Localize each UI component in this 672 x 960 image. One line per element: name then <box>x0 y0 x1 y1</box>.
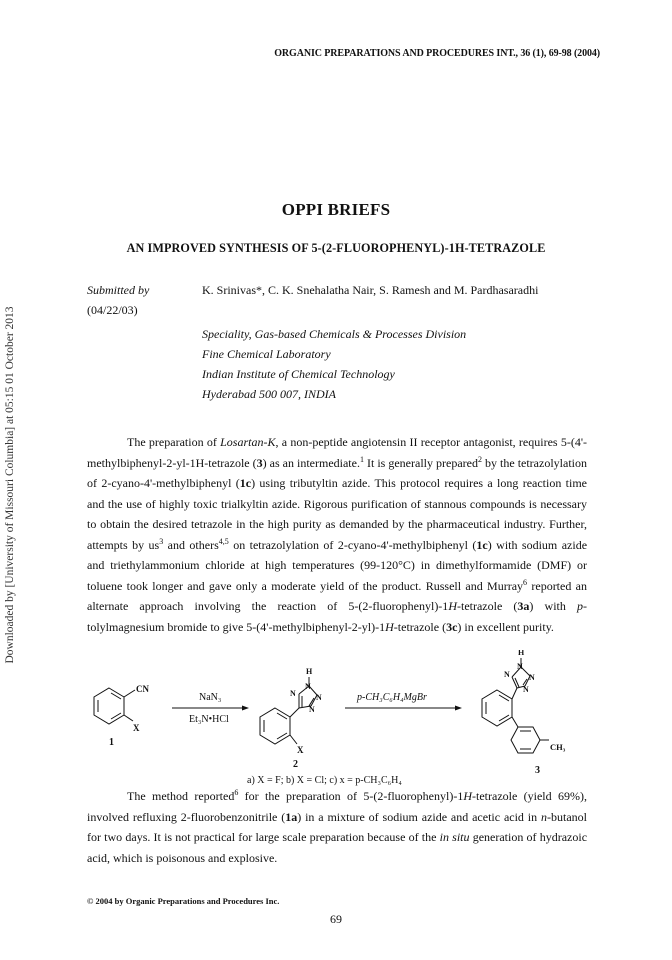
methyl-group-label: CH₃ <box>550 742 566 752</box>
x-substituent-label: X <box>297 745 304 755</box>
compound-label-2: 2 <box>293 759 298 770</box>
h-atom-label: H <box>306 667 313 676</box>
reaction-scheme <box>87 650 587 800</box>
copyright-footnote: © 2004 by Organic Preparations and Procedures Inc. <box>87 896 280 906</box>
n-atom-label: N <box>316 693 322 702</box>
reference-mark: 6 <box>234 788 239 797</box>
reference-mark: 6 <box>523 577 528 587</box>
compound-1-structure <box>94 688 135 724</box>
submitted-by-label: Submitted by <box>87 283 150 297</box>
reference-mark: 2 <box>477 454 482 464</box>
n-atom-label: N <box>517 662 523 671</box>
compound-label-3: 3 <box>535 765 540 776</box>
download-watermark-text: Downloaded by [University of Missouri Columbia] at 05:15 01 October 2013 <box>4 306 16 664</box>
n-atom-label: N <box>305 682 311 691</box>
paragraph-method: The method reported$^6$ for the preparation of 5-(2-fluorophenyl)-1H-tetrazole (yield 69%), involved refluxing 2-fluorobenzonitrile (1a) in a mixture of sodium azide and acetic acid in n-butanol for two days. It is not practical for large scale preparation because of the in situ generation of hydrazoic acid, which is poisonous and explosive. <box>87 788 588 865</box>
paragraph-intro: The preparation of Losartan-K, a non-peptide angiotensin II receptor antagonist, requires 5-(4'-methylbiphenyl-2-yl-1H-tetrazole (3) as an intermediate.$^1$ It is generally prepared$^2$ by the tetrazolylation of 2-cyano-4'-methylbiphenyl (1c) using tributyltin azide. This protocol requires a long reaction time and the use of highly toxic trialkyltin azide. Rigorous purification of stannous compounds is necessary to obtain the desired tetrazole in the high purity as demanded by the pharmaceutical industry. Further, attempts by $us^3$ and others$^{4,5}$ on tetrazolylation of 2-cyano-4'-methylbiphenyl (1c) with sodium azide and triethylammonium chloride at high temperatures (99-120°C) in dimethylformamide (DMF) or toluene took longer and gave only a moderate yield of the product. Russell and Murray$^6$ reported an alternate approach involving the reaction of 5-(2-fluorophenyl)-1H-tetrazole (3a) with p-tolylmagnesium bromide to give 5-(4'-methylbiphenyl-2-yl)-1H-tetrazole (3c) in excellent purity. <box>87 435 588 634</box>
article-title: AN IMPROVED SYNTHESIS OF 5-(2-FLUOROPHENYL)-1H-TETRAZOLE <box>126 241 546 255</box>
reference-mark: 3 <box>159 536 164 546</box>
n-atom-label: N <box>309 705 315 714</box>
reagent-sodium-azide: NaN₃ <box>199 692 222 703</box>
affiliation-line: Speciality, Gas-based Chemicals & Processes Division <box>202 327 467 341</box>
reference-mark: 4,5 <box>218 536 229 546</box>
submission-date: (04/22/03) <box>87 303 138 317</box>
n-atom-label: N <box>504 670 510 679</box>
affiliation-line: Indian Institute of Chemical Technology <box>202 367 395 381</box>
section-title: OPPI BRIEFS <box>281 200 391 219</box>
x-substituent-label: X <box>133 723 140 733</box>
compound-3-structure <box>482 658 549 753</box>
affiliation-line: Fine Chemical Laboratory <box>202 347 331 361</box>
cn-group-label: CN <box>136 684 149 694</box>
running-head: ORGANIC PREPARATIONS AND PROCEDURES INT., 36 (1), 69-98 (2004) <box>274 48 600 59</box>
reference-mark: 1 <box>359 454 364 464</box>
h-atom-label: H <box>518 650 525 657</box>
download-watermark <box>0 260 20 710</box>
compound-label-1: 1 <box>109 737 114 748</box>
reagent-grignard: p-CH₃C₆H₄MgBr <box>357 692 427 703</box>
n-atom-label: N <box>529 673 535 682</box>
n-atom-label: N <box>290 689 296 698</box>
affiliation-line: Hyderabad 500 007, INDIA <box>202 387 336 401</box>
scheme-caption: a) X = F; b) X = Cl; c) x = p-CH₃C₆H₄ <box>247 775 402 786</box>
authors: K. Srinivas*, C. K. Snehalatha Nair, S. Ramesh and M. Pardhasaradhi <box>202 283 539 297</box>
page-number: 69 <box>330 912 342 926</box>
n-atom-label: N <box>523 685 529 694</box>
reagent-triethylamine-hcl: Et₃N•HCl <box>189 714 229 725</box>
